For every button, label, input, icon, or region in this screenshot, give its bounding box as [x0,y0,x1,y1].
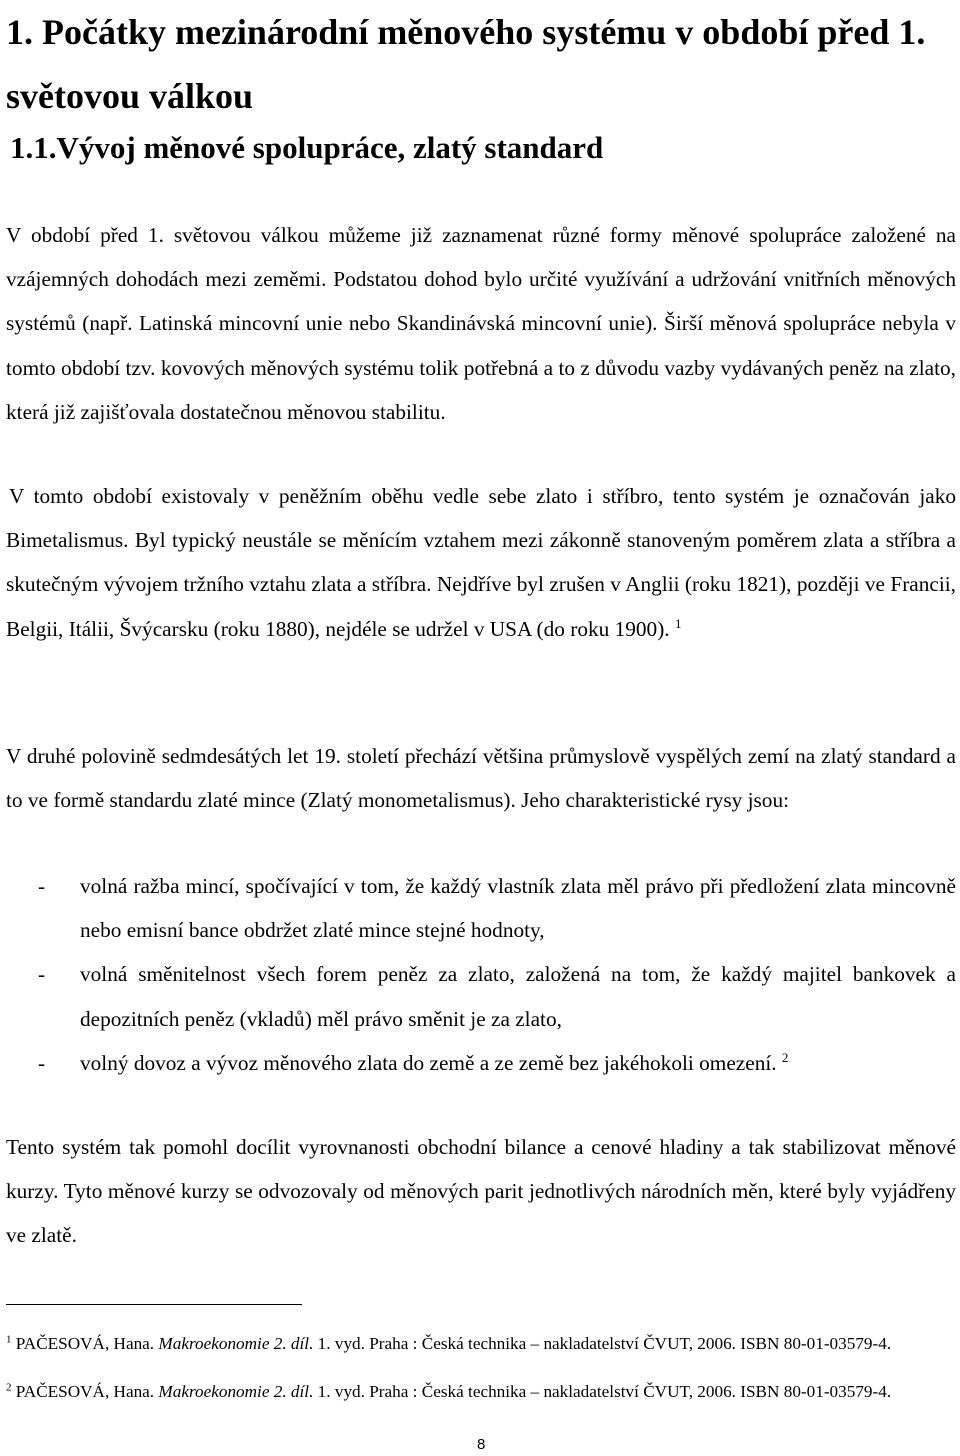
paragraph-text: V období před 1. světovou válkou můžeme již zaznamenat různé formy měnové spolupráce založené na vzájemných dohodách mezi zeměmi. Podstatou dohod bylo určité využívání a udržování vnitřních měnových systémů (např. Latinská mincovní unie nebo Skandinávská mincovní unie). Širší měnová spolupráce nebyla v tomto období tzv. kovových měnových systému tolik potřebná a to z důvodu vazby vydávaných peněz na zlato, která již zajišťovala dostatečnou měnovou stabilitu. [6,223,956,424]
footnote-separator [6,1304,302,1305]
list-item-text: volná ražba mincí, spočívající v tom, že každý vlastník zlata měl právo při předložení zlata mincovně nebo emisní bance obdržet zlaté mince stejné hodnoty, [80,874,956,943]
list-marker: - [38,1050,46,1075]
footnote-ref-1[interactable]: 1 [674,615,682,631]
list-item-text: volný dovoz a vývoz měnového zlata do země a ze země bez jakéhokoli omezení. [80,1050,777,1075]
page-number: 8 [477,1436,486,1453]
paragraph-text: V druhé polovině sedmdesátých let 19. století přechází většina průmyslově vyspělých zemí na zlatý standard a to ve formě standardu zlaté mince (Zlatý monometalismus). Jeho charakteristické rysy jsou: [6,744,956,813]
section-heading: 1.1.Vývoj měnové spolupráce, zlatý standard [10,130,604,165]
list-item [6,952,956,1040]
paragraph-text: V tomto období existovaly v peněžním oběhu vedle sebe zlato i stříbro, tento systém je označován jako Bimetalismus. Byl typický neustále se měnícím vztahem mezi zákonně stanoveným poměrem zlata a stříbra a skutečným vývojem tržního vztahu zlata a stříbra. Nejdříve byl zrušen v Anglii (roku 1821), později ve Francii, Belgii, Itálii, Švýcarsku (roku 1880), nejdéle se udržel v USA (do roku 1900). [6,484,956,641]
paragraph-monetary-cooperation [6,213,956,434]
list-marker: - [38,874,46,898]
list-item [6,864,956,952]
paragraph-gold-standard [6,734,956,822]
paragraph-conclusion [6,1125,956,1258]
list-item [6,1041,956,1085]
chapter-heading: 1. Počátky mezinárodní měnového systému v období před 1. světovou válkou [6,12,926,116]
footnote-author: PAČESOVÁ, Hana. [15,1334,155,1353]
list-item-text: volná směnitelnost všech forem peněz za zlato, založená na tom, že každý majitel bankovek a depozitních peněz (vkladů) měl právo směnit je za zlato, [80,962,956,1031]
paragraph-text: Tento systém tak pomohl docílit vyrovnanosti obchodní bilance a cenové hladiny a tak stabilizovat měnové kurzy. Tyto měnové kurzy se odvozovaly od měnových parit jednotlivých národních měn, které byly vyjádřeny ve zlatě. [6,1135,956,1248]
paragraph-bimetalism [6,474,956,651]
footnote-title: Makroekonomie 2. díl. [158,1334,314,1353]
footnote-author: PAČESOVÁ, Hana. [15,1382,155,1401]
footnote-2 [6,1381,956,1404]
footnote-publication: 1. vyd. Praha : Česká technika – nakladatelství ČVUT, 2006. ISBN 80-01-03579-4. [317,1382,892,1401]
footnote-title: Makroekonomie 2. díl. [158,1382,314,1401]
footnote-number: 2 [6,1381,12,1394]
footnote-number: 1 [6,1333,12,1346]
list-marker: - [38,962,46,987]
footnote-ref-2[interactable]: 2 [781,1049,789,1065]
characteristics-list [6,864,956,1085]
footnote-publication: 1. vyd. Praha : Česká technika – nakladatelství ČVUT, 2006. ISBN 80-01-03579-4. [317,1334,892,1353]
footnote-1 [6,1333,956,1356]
